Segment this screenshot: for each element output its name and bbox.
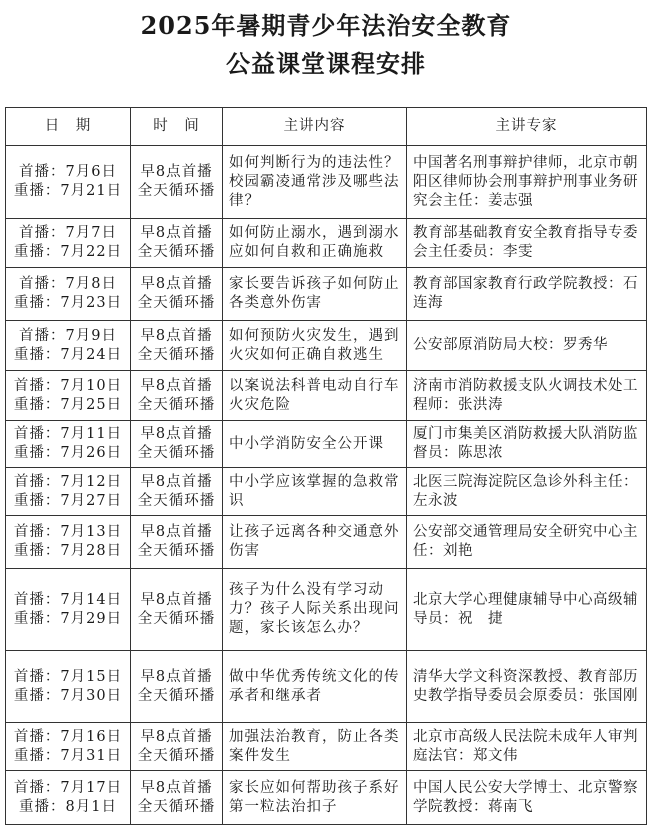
date-cell [6,569,131,651]
rerun-broadcast: 重播：7月31日 [13,747,123,764]
date-cell [6,723,131,771]
date-cell [6,371,131,421]
rerun-broadcast: 重播：7月30日 [13,687,123,704]
expert-cell: 北京市高级人民法院未成年人审判庭法官：郑文伟 [407,723,647,771]
table-row [6,321,647,371]
premiere-time: 早8点首播 [140,377,213,394]
first-broadcast: 首播：7月14日 [13,591,123,608]
time-cell [131,651,223,723]
topic-cell: 如何判断行为的违法性？校园霸凌通常涉及哪些法律？ [223,146,407,219]
loop-schedule: 全天循环播 [137,445,216,461]
rerun-broadcast: 重播：7月21日 [13,183,123,199]
table-row [6,219,647,268]
rerun-broadcast: 重播：7月22日 [13,244,123,260]
topic-cell: 如何预防火灾发生，遇到火灾如何正确自救逃生 [223,321,407,371]
rerun-broadcast: 重播：8月1日 [19,798,117,815]
table-row [6,146,647,219]
time-cell [131,468,223,516]
first-broadcast: 首播：7月6日 [19,164,117,180]
loop-schedule: 全天循环播 [137,492,216,509]
loop-schedule: 全天循环播 [137,687,216,704]
premiere-time: 早8点首播 [140,668,213,685]
rerun-broadcast: 重播：7月27日 [13,492,123,509]
premiere-time: 早8点首播 [140,728,213,745]
table-row [6,371,647,421]
premiere-time: 早8点首播 [140,426,213,442]
first-broadcast: 首播：7月10日 [13,377,123,394]
first-broadcast: 首播：7月12日 [13,473,123,490]
expert-cell: 中国著名刑事辩护律师，北京市朝阳区律师协会刑事辩护刑事业务研究会主任：姜志强 [407,146,647,219]
loop-schedule: 全天循环播 [137,396,216,413]
first-broadcast: 首播：7月13日 [13,524,123,540]
loop-schedule: 全天循环播 [137,295,216,311]
time-cell [131,146,223,219]
premiere-time: 早8点首播 [140,327,213,344]
time-cell [131,569,223,651]
rerun-broadcast: 重播：7月25日 [13,396,123,413]
topic-cell: 如何防止溺水，遇到溺水应如何自救和正确施救 [223,219,407,268]
schedule-table [5,107,647,825]
first-broadcast: 首播：7月7日 [19,225,117,241]
rerun-broadcast: 重播：7月28日 [13,543,123,559]
table-row [6,421,647,468]
time-cell [131,219,223,268]
loop-schedule: 全天循环播 [137,610,216,627]
table-row [6,268,647,321]
first-broadcast: 首播：7月17日 [13,779,123,796]
loop-schedule: 全天循环播 [137,183,216,199]
table-row [6,723,647,771]
time-cell [131,268,223,321]
topic-cell: 加强法治教育，防止各类案件发生 [223,723,407,771]
header-topic: 主讲内容 [223,108,407,146]
page-title: 2025年暑期青少年法治安全教育 [140,11,512,40]
premiere-time: 早8点首播 [140,276,213,292]
expert-cell: 教育部基础教育安全教育指导专委会主任委员：李雯 [407,219,647,268]
first-broadcast: 首播：7月11日 [13,426,123,442]
rerun-broadcast: 重播：7月29日 [13,610,123,627]
premiere-time: 早8点首播 [140,473,213,490]
expert-cell: 教育部国家教育行政学院教授：石连海 [407,268,647,321]
table-row [6,516,647,569]
expert-cell: 厦门市集美区消防救援大队消防监督员：陈思浓 [407,421,647,468]
header-date: 日 期 [6,108,131,146]
table-row [6,651,647,723]
premiere-time: 早8点首播 [140,524,213,540]
loop-schedule: 全天循环播 [137,244,216,260]
loop-schedule: 全天循环播 [137,543,216,559]
time-cell [131,421,223,468]
header-expert: 主讲专家 [407,108,647,146]
time-cell [131,723,223,771]
expert-cell: 北医三院海淀院区急诊外科主任：左永波 [407,468,647,516]
rerun-broadcast: 重播：7月26日 [13,445,123,461]
topic-cell: 让孩子远离各种交通意外伤害 [223,516,407,569]
date-cell [6,421,131,468]
expert-cell: 公安部交通管理局安全研究中心主任：刘艳 [407,516,647,569]
date-cell [6,219,131,268]
table-row [6,468,647,516]
first-broadcast: 首播：7月8日 [19,276,117,292]
loop-schedule: 全天循环播 [137,747,216,764]
topic-cell: 中小学应该掌握的急救常识 [223,468,407,516]
rerun-broadcast: 重播：7月24日 [13,346,123,363]
time-cell [131,321,223,371]
topic-cell: 家长应如何帮助孩子系好第一粒法治扣子 [223,771,407,825]
time-cell [131,371,223,421]
table-header-row [6,108,647,146]
expert-cell: 中国人民公安大学博士、北京警察学院教授：蒋南飞 [407,771,647,825]
first-broadcast: 首播：7月16日 [13,728,123,745]
date-cell [6,268,131,321]
first-broadcast: 首播：7月15日 [13,668,123,685]
page-subtitle: 公益课堂课程安排 [226,49,426,78]
time-cell [131,516,223,569]
first-broadcast: 首播：7月9日 [19,327,117,344]
topic-cell: 家长要告诉孩子如何防止各类意外伤害 [223,268,407,321]
expert-cell: 公安部原消防局大校：罗秀华 [407,321,647,371]
premiere-time: 早8点首播 [140,779,213,796]
expert-cell: 济南市消防救援支队火调技术处工程师：张洪涛 [407,371,647,421]
date-cell [6,321,131,371]
time-cell [131,771,223,825]
topic-cell: 做中华优秀传统文化的传承者和继承者 [223,651,407,723]
premiere-time: 早8点首播 [140,164,213,180]
date-cell [6,771,131,825]
topic-cell: 中小学消防安全公开课 [223,421,407,468]
premiere-time: 早8点首播 [140,591,213,608]
loop-schedule: 全天循环播 [137,798,216,815]
topic-cell: 孩子为什么没有学习动力？孩子人际关系出现问题，家长该怎么办？ [223,569,407,651]
date-cell [6,516,131,569]
date-cell [6,651,131,723]
header-time: 时 间 [131,108,223,146]
loop-schedule: 全天循环播 [137,346,216,363]
date-cell [6,146,131,219]
premiere-time: 早8点首播 [140,225,213,241]
rerun-broadcast: 重播：7月23日 [13,295,123,311]
expert-cell: 北京大学心理健康辅导中心高级辅导员：祝 捷 [407,569,647,651]
table-row [6,569,647,651]
table-row [6,771,647,825]
expert-cell: 清华大学文科资深教授、教育部历史教学指导委员会原委员：张国刚 [407,651,647,723]
topic-cell: 以案说法科普电动自行车火灾危险 [223,371,407,421]
date-cell [6,468,131,516]
